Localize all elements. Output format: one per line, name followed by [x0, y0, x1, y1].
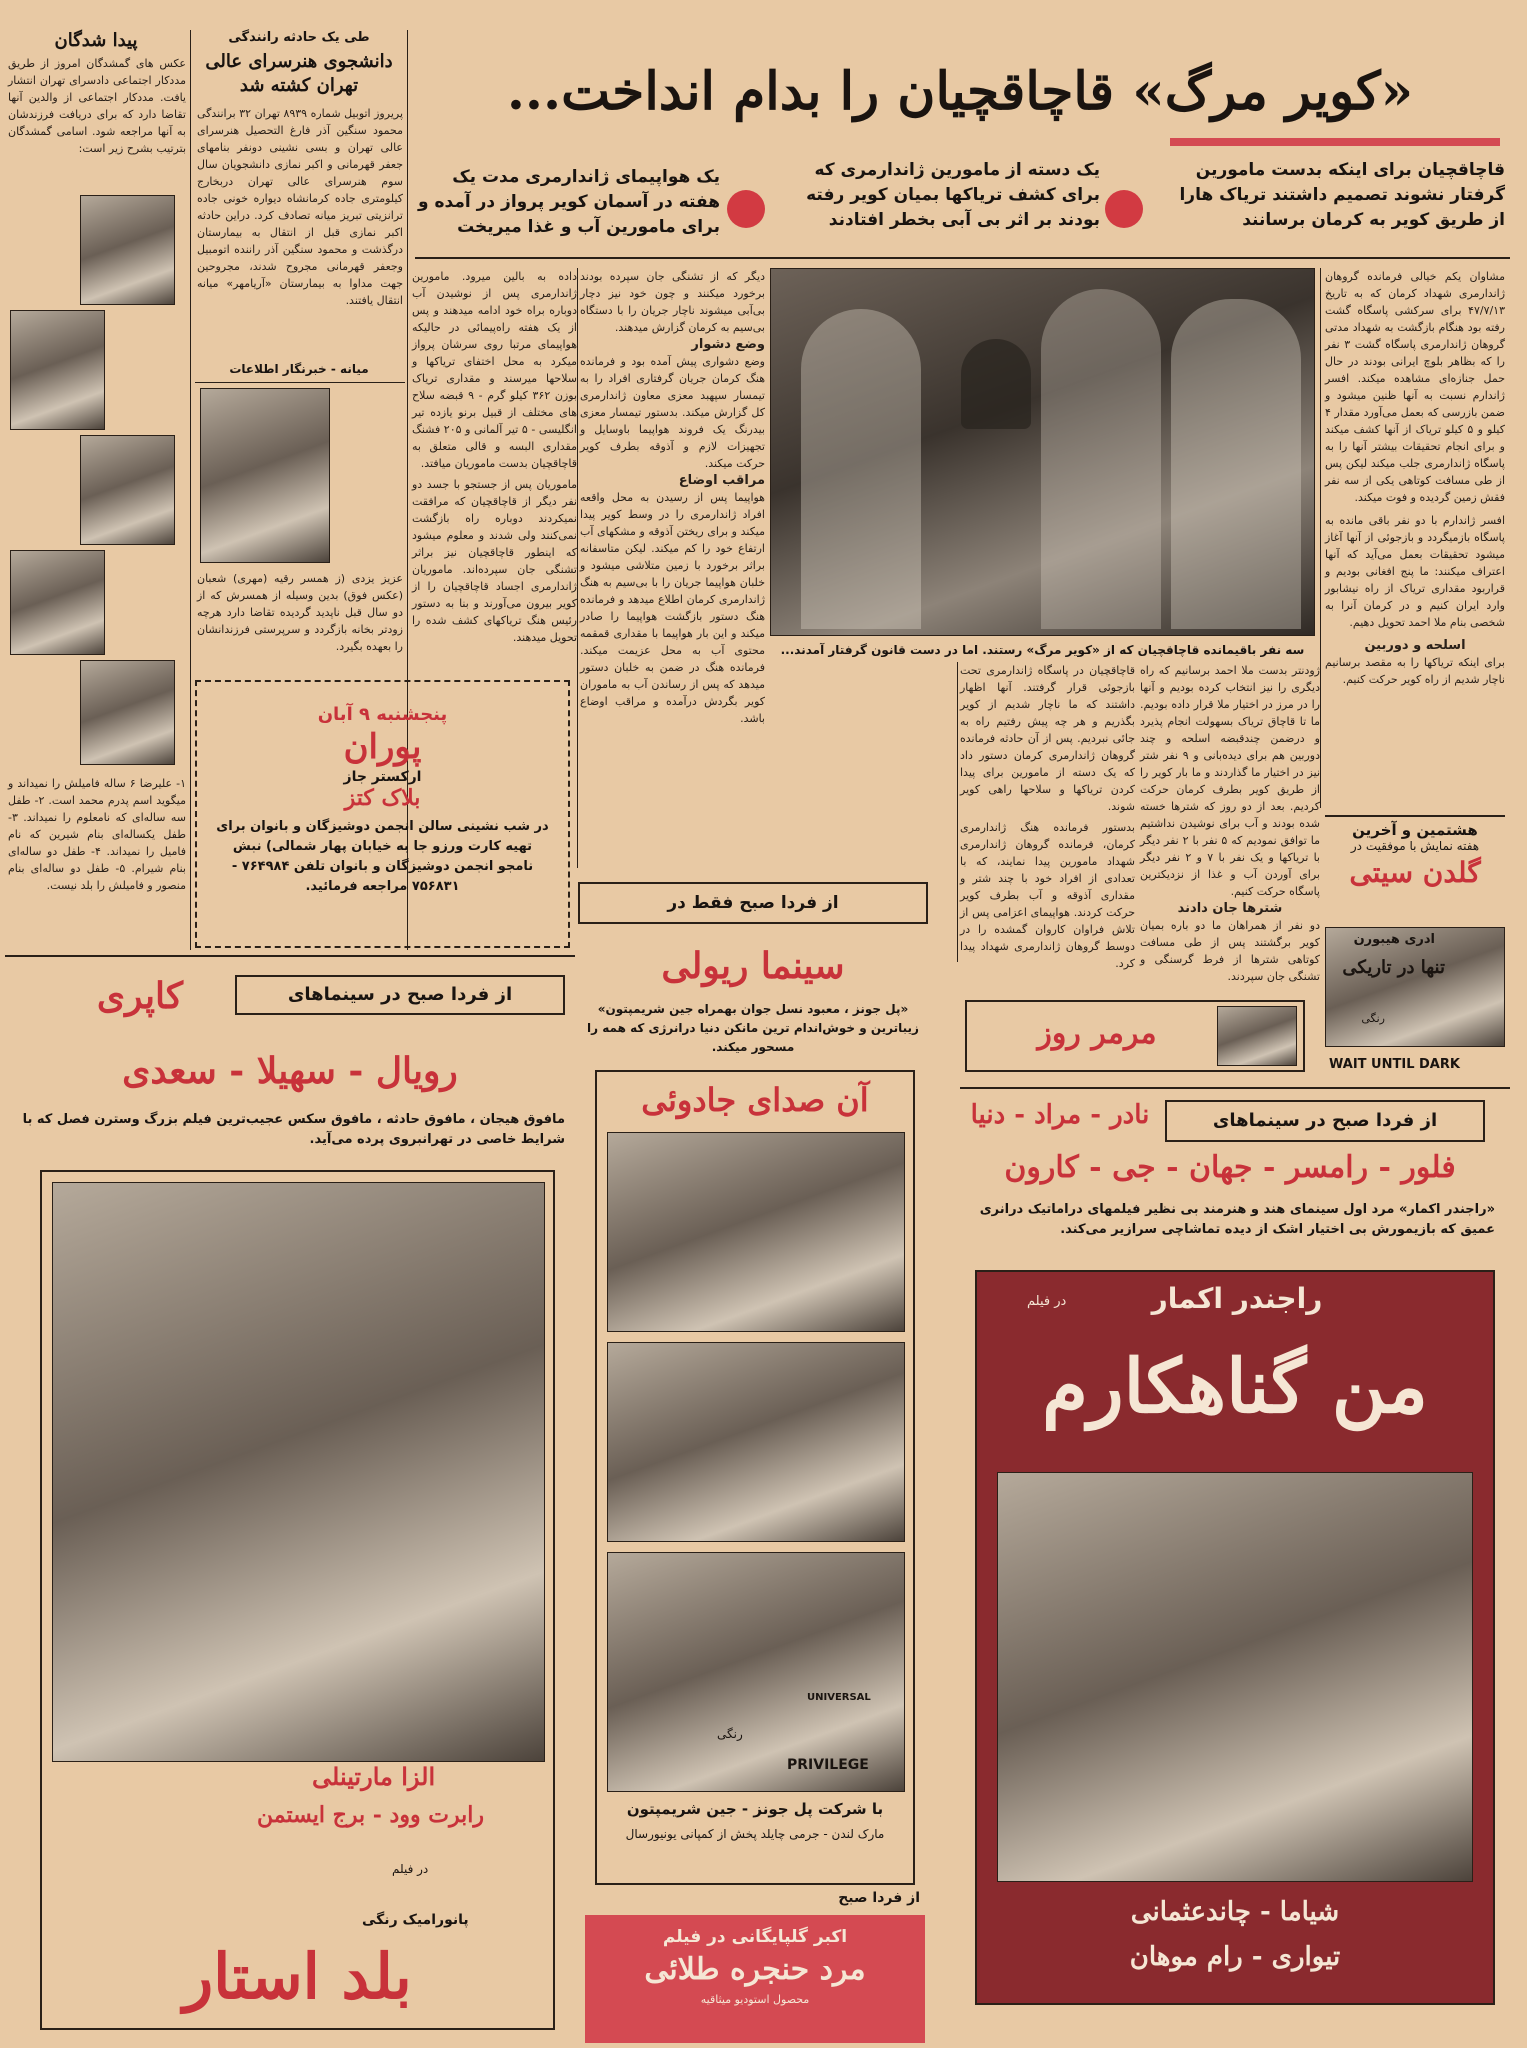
marmar-name: مرمر روز — [1037, 1016, 1157, 1051]
missing-wife-caption: عزیز یزدی (ز همسر رقیه (مهری) شعبان (عکس فوق) بدین وسیله از همسرش که از دو سال قبل ناپدید گردیده تقاضا دارد هرچه زودتر بخانه بازگردد و سرپرستی فرزندانشان را بعهده بگیرد. — [197, 572, 403, 653]
rivoli-head: از فردا صبح فقط در — [667, 893, 839, 913]
missing-wife-photo — [200, 388, 330, 563]
col2-para-1: ژودنتر بدست ملا احمد برسانیم که راه دیگری را نیز انتخاب کرده بودیم و آنها را در مرز در اختیار ملا قرار داده بودیم. ما تا قاچاق تریاک بسهولت انجام پذیرد و درضمن چندقبضه اسلحه و چند دوربین هم برای دیده‌بانی و ۹ نفر شتر نیز در اختیار ما گذاردند و ما بار کویر را از طریق کویر بطرف کرمان حرکت کردیم. بعد از دو روز که شترها خسته شده بودند و آب برای نوشیدن نداشتیم ما توافق نمودیم که ۵ نفر با ۲ نفر دیگر با تریاکها و یک نفر با ۷ و ۲ نفر دیگر برای آوردن آب و غذا از نزدیکترین پاسگاه حرکت کنیم. — [1140, 664, 1320, 898]
rajendra-cast-2: تیواری - رام موهان — [1129, 1942, 1341, 1972]
deck-bottom-rule — [415, 257, 1510, 259]
rivoli-name: سینما ریولی — [661, 945, 845, 987]
capri-cinemas: رویال - سهیلا - سعدی — [122, 1050, 458, 1092]
left-news-rule — [195, 382, 405, 383]
col-rule-e — [190, 30, 191, 950]
capri-title: بلد استار — [183, 1940, 412, 2013]
rajendra-photo — [997, 1472, 1473, 1882]
col4-para-1: دیگر که از تشنگی جان سپرده بودند برخورد میکنند و چون خود نیز دچار بی‌آبی میشوند ناچار جریان را با دستگاه بی‌سیم به کرمان گزارش میدهند. — [580, 270, 765, 334]
golden-city-en-title: WAIT UNTIL DARK — [1329, 1057, 1460, 1072]
child-photo-2 — [10, 310, 105, 430]
missing-children-list: ۱- علیرضا ۶ ساله فامیلش را نمیداند و میگوید اسم پدرم محمد است. ۲- طفل سه ساله‌ای که نامعلوم را نمیداند. ۳- طفل یکساله‌ای بنام شیرین که نام فامیل را نمیداند. ۴- طفل دو ساله‌ای بنام شیرام. ۵- طفل دو ساله‌ای بنام منصور و فامیلش را بلد نیست. — [8, 777, 187, 892]
left-news-smallhead: طی یک حادثه رانندگی — [228, 30, 370, 45]
privilege-color: رنگی — [717, 1727, 743, 1741]
marmar-ad — [965, 1000, 1305, 1072]
col4-para-2: وضع دشواری پیش آمده بود و فرمانده هنگ کرمان جریان گرفتاری افراد را به تیمسار سپهبد معزی معاون ژاندارمری کل گزارش میکند. بدستور تیمسار معزی بیدرنگ یک فروند هواپیما باوسایل و تجهیزات لازم و آذوقه بطرف کویر حرکت میکند. — [580, 355, 765, 470]
capri-head: از فردا صبح در سینماهای — [287, 984, 513, 1005]
privilege-photo-2 — [607, 1342, 905, 1542]
rajendra-cast-1: شیاما - چاندعثمانی — [1130, 1897, 1340, 1927]
pooran-ad — [195, 680, 570, 948]
missing-children-title: پیدا شدگان — [54, 30, 138, 51]
col-rule-a — [1320, 268, 1321, 808]
capri-in-film: در فیلم — [392, 1862, 429, 1876]
pooran-date: پنجشنبه ۹ آبان — [317, 704, 448, 725]
golden-city-sub: هفته نمایش با موفقیت در — [1350, 839, 1480, 853]
col2-para-2: دو نفر از همراهان ما دو باره بمیان کویر برگشتند پس از طی مسافت کوتاهی شترها از فرط گرسنگی و تشنگی جان سپردند. — [1140, 919, 1320, 983]
left-news-body: پریروز اتوبیل شماره ۸۹۳۹ تهران ۳۲ برانندگی محمود سنگین آذر فارغ التحصیل هنرسرای عالی تهران و بسی نشینی دونفر بنامهای جعفر قهرمانی و اکبر نمازی دانشجویان سال سوم هنرسرای عالی تهران دربخارج کیلومتری جاده کرمانشاه دیواره خونی جاده ترانزیتی تبریز میانه تصادف کرد. دراین حادثه اکبر نمازی قبل از انتقال به بیمارستان درگذشت و محمود سنگین آذر راننده اتومبیل وجعفر قهرمانی مجروح شدند، مجروحین جهت مداوا به بیمارستان «آریامهر» میانه انتقال یافتند. — [197, 107, 404, 307]
capri-poster-photo — [52, 1182, 545, 1762]
privilege-credits: مارک لندن - جرمی چایلد پخش از کمپانی یونیورسال — [625, 1827, 885, 1841]
golpaygani-studio: محصول استودیو میثاقیه — [700, 1993, 810, 2006]
main-headline: «کویر مرگ» قاچاقچیان را بدام انداخت... — [506, 61, 1414, 122]
col5-para-2: ماموریان پس از جستجو با جسد دو نفر دیگر از قاچاقچیان که مرافقت نمیکردند دوباره راه بازگشت نمی‌کنند ولی شدند و معلوم میشود که اینطور قاچاقچیان نیز براثر تشنگی جان سپرده‌اند. ماموریان ژاندارمری اجساد قاچاقچیان را از کویر بیرون می‌آورند و بنا به دستور رئیس هنگ تریاکهای کشف شده را تحویل میدهند. — [412, 478, 577, 644]
col1-subhead: اسلحه و دوربین — [1364, 638, 1466, 653]
figure-4 — [1171, 299, 1301, 629]
rajendra-head: از فردا صبح در سینماهای — [1212, 1110, 1438, 1131]
col1-para-2: افسر ژاندارم با دو نفر باقی مانده به پاسگاه بازمیگردد و بازجوئی از آنها آغاز میشود تحقیقات بعمل می‌آید که آنها اعتراف میکنند: ما پنج افغانی بودیم و قراربود مقداری تریاک از راه نیشابور وارد ایران کنیم و در کرمان آنرا به شخصی بنام ملا احمد تحویل دهیم. — [1325, 514, 1505, 629]
rajendra-star: راجندر اکمار — [1151, 1282, 1323, 1315]
col4-subhead-1: وضع دشوار — [691, 337, 765, 352]
capri-format: پانورامیک رنگی — [362, 1912, 469, 1928]
smugglers-photo — [770, 268, 1315, 636]
article-col-4 — [580, 268, 765, 868]
rajendra-desc: «راجندر اکمار» مرد اول سینمای هند و هنرمند بی نظیر فیلمهای دراماتیک درانری عمیق که بازیمورش بی اختیار اشک از دیده تماشاچی سرازیر می‌کند. — [979, 1202, 1495, 1237]
article-col-5 — [412, 268, 577, 668]
rajendra-title: من گناهکارم — [1042, 1344, 1428, 1430]
left-news-byline: میانه - خبرنگار اطلاعات — [229, 362, 369, 376]
col3-para-1: قاچاقچیان در پاسگاه ژاندارمری تحت بازجوئی قرار گرفتند. آنها اظهار داشتند که ما ناچار شدیم از کویر بگذریم و هر چه پیش رفتیم راه به جائی نبردیم. پس از آن حادثه فرمانده گروهان ژاندارمری کرمان دستور داد که یک دسته از مامورین برای پیدا کردن تریاکها و سلاحها راهی کویر شوند. — [960, 664, 1135, 813]
capri-desc: مافوق هیجان ، مافوق حادثه ، مافوق سکس عجیب‌ترین فیلم بزرگ وسترن فصل که با شرایط خاصی در تهرانبروی پرده می‌آید. — [22, 1112, 565, 1147]
article-col-3 — [960, 662, 1135, 970]
col1-para-1: مشاوان یکم خیالی فرمانده گروهان ژاندارمری شهداد کرمان که به تاریخ ۴۷/۷/۱۳ برای سرکشی پاسگاه گشت رفته بود هنگام بازگشت به شهداد مدتی گروهان ژاندارمری پاسگاه گشت ۳ نفر را که بظاهر بلوچ ایرانی بودند در حال حمل جنازه‌ای مشاهده میکند. افسر ژاندارم نسبت به آنها ظنین میشود و ضمن بازرسی که بعمل می‌آورد مقدار ۴ کیلو و ۵ کیلو تریاک از آنها کشف میکند و برای انجام تحقیقات بیشتر آنها را به پاسگاه ژاندارمری جلب میکند لیکن پس از طی مسافت کوتاهی یکی از سه نفر فقش زمین گردیده و فوت میکند. — [1325, 270, 1505, 504]
golpaygani-ad — [585, 1915, 925, 2043]
golden-city-head: هشتمین و آخرین — [1352, 821, 1478, 839]
child-photo-3 — [80, 435, 175, 545]
golpaygani-head: از فردا صبح — [838, 1890, 920, 1906]
golden-city-color: رنگی — [1361, 1012, 1385, 1025]
deck-middle-bullet — [727, 190, 765, 228]
golden-city-star: ادری هیبورن — [1353, 932, 1435, 947]
golpaygani-title: مرد حنجره طلائی — [644, 1952, 866, 1987]
deck-right: قاچاقچیان برای اینکه بدست مامورین گرفتار نشوند تصمیم داشتند تریاک هارا از طریق کویر به کرمان برسانند — [1179, 160, 1505, 230]
right-ads-rule — [960, 1087, 1510, 1089]
capri-head-box — [235, 975, 565, 1015]
figure-3 — [1041, 289, 1161, 629]
article-col-2 — [1140, 662, 1320, 983]
golden-city-name: گلدن سیتی — [1349, 856, 1481, 889]
col3-para-2: بدستور فرمانده هنگ ژاندارمری کرمان، فرمانده گروهان ژاندارمری شهداد مامورین پیدا نمایند، که با تعدادی از افراد خود با چند شتر و مقداری آذوقه و آب بطرف کویر حرکت کردند. هواپیمای اعزامی پس از تلاش فراوان کاروان گمشده را در دوسط گروهان ژاندارمری شهداد پیدا کرد. — [960, 821, 1135, 970]
figure-1 — [801, 309, 921, 629]
photo-caption: سه نفر باقیمانده قاچاقچیان که از «کویر مرگ» رستند. اما در دست قانون گرفتار آمدند... — [780, 643, 1305, 657]
rajendra-poster — [975, 1270, 1495, 2005]
pooran-text: در شب نشینی سالن انجمن دوشیزگان و بانوان برای تهیه کارت ورزو جا به خیابان پهار شمالی) نبش نامجو انجمن دوشیزگان و بانوان تلفن ۷۶۴۹۸۴ - ۷۵۶۸۳۱ مراجعه فرمائید. — [216, 819, 549, 894]
figure-2 — [961, 339, 1031, 429]
privilege-photo-1 — [607, 1132, 905, 1332]
missing-children-intro: عکس های گمشدگان امروز از طریق مددکار اجتماعی دادسرای تهران انتشار یافت. مددکار اجتماعی از والدین آنها تقاضا دارد که برای دریافت فرزندشان به آنها مراجعه شود. اسامی گمشدگان بترتیب بشرح زیر است: — [8, 57, 186, 155]
pooran-orchestra: ارکستر جاز — [343, 769, 422, 785]
child-photo-4 — [10, 550, 105, 655]
rajendra-head-box — [1165, 1100, 1485, 1142]
golden-city-ad — [1325, 815, 1505, 1080]
deck-left: یک هواپیمای ژاندارمری مدت یک هفته در آسمان کویر پرواز در آمده و برای مامورین آب و غذا میریخت — [418, 167, 720, 237]
pooran-name: پوران — [343, 727, 422, 767]
capri-top-rule — [5, 955, 575, 957]
privilege-photo-3 — [607, 1552, 905, 1792]
capri-cinema: کاپری — [96, 975, 184, 1017]
col4-para-3: هواپیما پس از رسیدن به محل واقعه افراد ژاندارمری را در وسط کویر پیدا میکند و برای ریختن آذوقه و مشکهای آب ارتفاع خود را کم میکند. لیکن متاسفانه براثر برخورد با زمین متلاشی میشود و خلبان هواپیما جریان را با بی‌سیم به هنگ ژاندارمری کرمان اطلاع میدهد و فرمانده هنگ دستور بازگشت هواپیما را صادر میکند و این بار هواپیما با مقداری قمقمه محتوی آب به محل عزیمت میکند. فرمانده هنگ در ضمن به خلبان دستور میدهد که پس از رساندن آب به ماموران کویر بگردش درآمده و مراقب اوضاع باشد. — [580, 491, 765, 725]
golpaygani-star: اکبر گلپایگانی در فیلم — [662, 1927, 848, 1947]
rivoli-desc: «پل جونز ، معبود نسل جوان بهمراه جین شریمپتون» زیباترین و خوش‌اندام ترین مانکن دنیا درانرژی که همه را مسحور میکند. — [587, 1002, 919, 1054]
golden-city-film: تنها در تاریکی — [1342, 957, 1445, 978]
col4-subhead-2: مراقب اوضاع — [678, 473, 765, 488]
rivoli-head-box — [578, 882, 928, 924]
child-photo-5 — [80, 660, 175, 765]
capri-cast: رابرت وود - برج ایستمن — [257, 1802, 484, 1828]
article-col-1 — [1325, 268, 1505, 1228]
deck-middle: یک دسته از مامورین ژاندارمری که برای کشف تریاکها بمیان کویر رفته بودند بر اثر بی آبی بخطر افتادند — [806, 160, 1100, 230]
rajendra-cinemas-2: فلور - رامسر - جهان - جی - کارون — [1004, 1150, 1456, 1185]
capri-star: الزا مارتینلی — [312, 1762, 436, 1791]
left-news-headline: دانشجوی هنرسرای عالی تهران کشته شد — [205, 51, 393, 96]
child-photo-1 — [80, 195, 175, 305]
marmar-photo — [1217, 1006, 1297, 1066]
col5-para-1: داده به بالین میرود. مامورین ژاندارمری پس از نوشیدن آب دوباره براه خود ادامه میدهند و پس از یک هفته راه‌پیمائی در حالیکه هواپیمای مرتبا روی سرشان پرواز میکرد به محل اختفای تریاکها و سلاحها میرسند و مقداری تریاک بوزن ۳۶۲ کیلو گرم - ۹ قبضه سلاح های مختلف از قبیل برنو یازده تیر انگلیسی - ۵ تیر آلمانی و ۲۰۵ فشنگ مقداری البسه و قالی متعلق به قاچاقچیان بدست ماموریان میافتد. — [412, 270, 578, 470]
col1-para-3: برای اینکه تریاکها را به مقصد برسانیم ناچار شدیم از راه کویر حرکت کنیم. — [1325, 656, 1505, 686]
col2-subhead: شترها جان دادند — [1177, 901, 1283, 916]
col-rule-b — [957, 662, 958, 962]
privilege-stars: با شرکت پل جونز - جین شریمپتون — [626, 1800, 884, 1818]
deck-right-bullet — [1105, 190, 1143, 228]
privilege-title: آن صدای جادوئی — [641, 1081, 869, 1119]
headline-underline — [1170, 138, 1500, 146]
capri-poster — [40, 1170, 555, 2030]
col-rule-c — [577, 268, 578, 868]
privilege-en-title: PRIVILEGE — [787, 1757, 869, 1773]
rajendra-cinemas-1: نادر - مراد - دنیا — [970, 1100, 1150, 1130]
pooran-band: بلاک کتز — [344, 785, 421, 811]
privilege-studio: UNIVERSAL — [807, 1692, 871, 1703]
rajendra-in-film: در فیلم — [1027, 1294, 1067, 1309]
privilege-ad — [595, 1070, 915, 1885]
